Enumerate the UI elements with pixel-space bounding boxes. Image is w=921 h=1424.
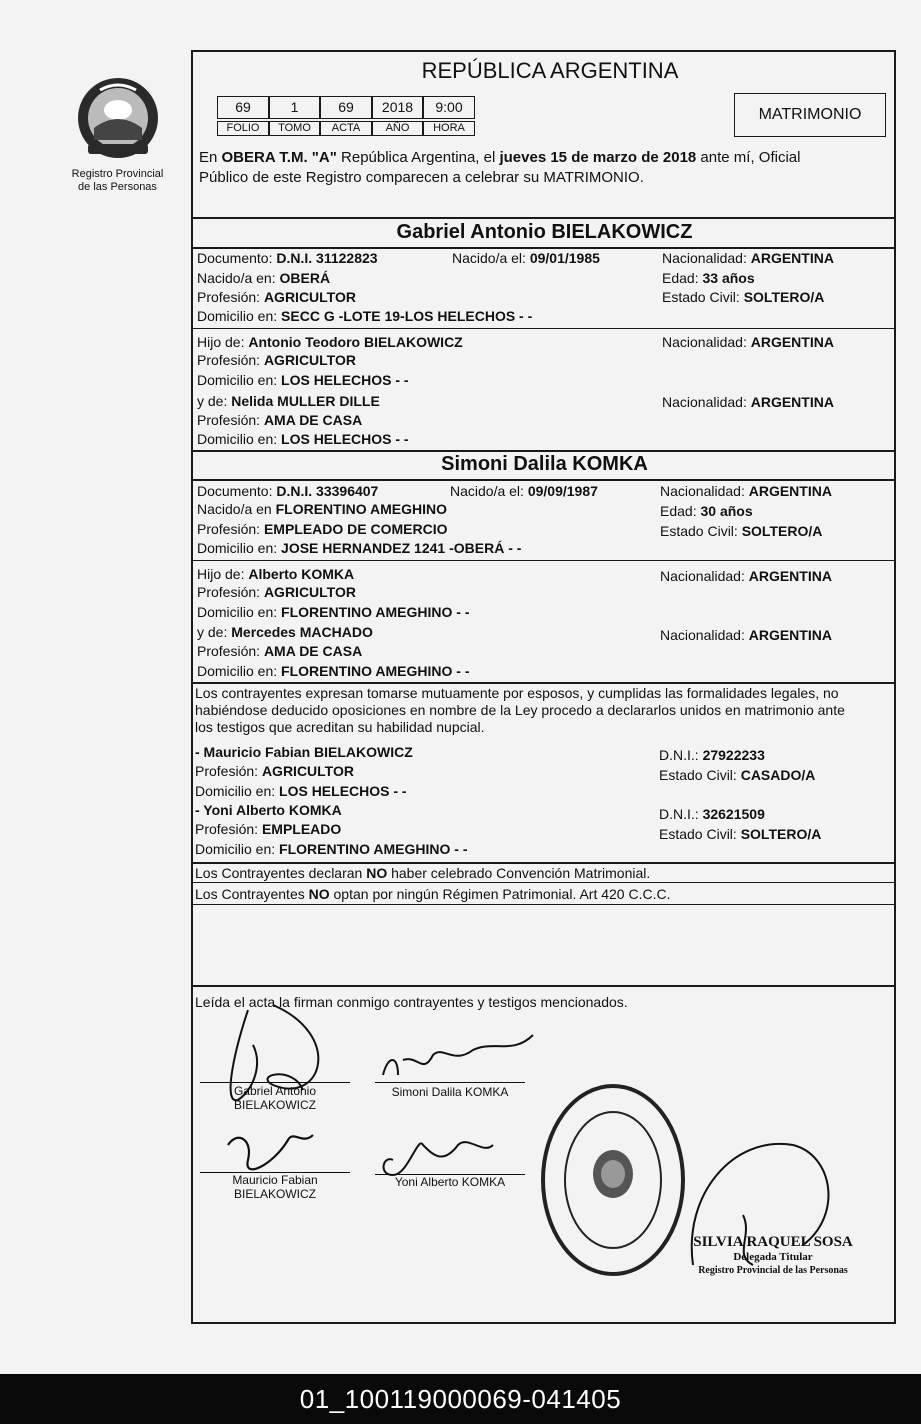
groom-father-profession: [197, 351, 356, 369]
label: Domicilio en:: [197, 431, 282, 447]
value: SOLTERO/A: [741, 523, 823, 539]
value: SOLTERO/A: [740, 826, 822, 842]
groom-nationality: [662, 249, 834, 267]
label: Domicilio en:: [195, 783, 280, 799]
divider: [193, 904, 896, 905]
label: Edad:: [662, 270, 703, 286]
label: Profesión:: [195, 821, 262, 837]
tomo-value: 1: [269, 96, 320, 119]
value: 30 años: [700, 503, 753, 519]
value: FLORENTINO AMEGHINO - -: [281, 663, 470, 679]
bride-document: [197, 482, 378, 500]
caption-line: Mauricio Fabian: [232, 1173, 318, 1187]
label: Nacionalidad:: [662, 334, 751, 350]
value: Nelida MULLER DILLE: [231, 393, 380, 409]
groom-mother-nationality: [662, 393, 834, 411]
caption-line: Gabriel Antonio: [233, 1084, 317, 1098]
bride-mother-nationality: [660, 626, 832, 644]
declaration-line2: habiéndose deducido oposiciones en nombre de la Ley procedo a declararlos unidos en matrimonio ante: [195, 702, 845, 718]
witness2-civil-status: [659, 825, 821, 843]
label: Profesión:: [197, 352, 264, 368]
label: Domicilio en:: [197, 604, 282, 620]
label: Nacionalidad:: [660, 483, 749, 499]
province-seal-icon: [70, 70, 166, 170]
convention-line1: [195, 864, 650, 882]
divider: [193, 560, 896, 561]
intro-text: ante mí, Oficial: [696, 149, 801, 166]
divider: [193, 882, 896, 883]
value: ARGENTINA: [750, 250, 834, 266]
value: 33 años: [702, 270, 755, 286]
header-fields: [217, 96, 479, 140]
caption-line: BIELAKOWICZ: [233, 1098, 316, 1112]
bride-father: [197, 565, 354, 583]
groom-birthplace: [197, 269, 330, 287]
registry-caption-line2: de las Personas: [78, 181, 157, 193]
groom-name-heading: Gabriel Antonio BIELAKOWICZ: [396, 221, 693, 243]
value: ARGENTINA: [748, 568, 832, 584]
value: ARGENTINA: [748, 483, 832, 499]
official-name: SILVIA RAQUEL SOSA: [693, 1234, 853, 1250]
value: JOSE HERNANDEZ 1241 -OBERÁ - -: [281, 540, 522, 556]
intro-place: OBERA T.M. "A": [221, 149, 337, 166]
value: AGRICULTOR: [263, 352, 356, 368]
label: Estado Civil:: [659, 826, 741, 842]
label: Nacido/a en:: [197, 270, 280, 286]
intro-line2: Público de este Registro comparecen a celebrar su MATRIMONIO.: [199, 169, 644, 186]
bride-father-address: [197, 603, 470, 621]
label: Nacionalidad:: [660, 568, 749, 584]
bride-father-nationality: [660, 567, 832, 585]
witness1-signature-caption: [200, 1173, 350, 1201]
witness1-address: [195, 782, 407, 800]
act-type-box: [734, 93, 886, 137]
value: Antonio Teodoro BIELAKOWICZ: [248, 334, 463, 350]
label: D.N.I.:: [659, 806, 703, 822]
value: SECC G -LOTE 19-LOS HELECHOS - -: [281, 308, 533, 324]
bride-mother: [197, 623, 373, 641]
value: EMPLEADO DE COMERCIO: [263, 521, 448, 537]
label: Estado Civil:: [660, 523, 742, 539]
bride-age: [660, 502, 753, 520]
declaration-line3: los testigos que acreditan su habilidad nupcial.: [195, 719, 485, 735]
groom-father-address: [197, 371, 409, 389]
text: haber celebrado Convención Matrimonial.: [387, 865, 651, 881]
official-org: Registro Provincial de las Personas: [698, 1265, 848, 1276]
groom-signature-line: [200, 1082, 350, 1083]
value: 09/01/1985: [529, 250, 600, 266]
value: FLORENTINO AMEGHINO - -: [279, 841, 468, 857]
text: optan por ningún Régimen Patrimonial. Art 420 C.C.C.: [329, 886, 671, 902]
label: Profesión:: [197, 521, 264, 537]
divider: [193, 479, 896, 481]
emphasis: NO: [308, 886, 330, 902]
groom-document: [197, 249, 378, 267]
bride-birthplace: [197, 500, 447, 518]
label: Nacido/a el:: [452, 250, 530, 266]
value: EMPLEADO: [261, 821, 342, 837]
province-logo: [70, 70, 166, 170]
bride-name-heading: Simoni Dalila KOMKA: [441, 453, 648, 475]
country-title: REPÚBLICA ARGENTINA: [421, 58, 679, 83]
value: Alberto KOMKA: [248, 566, 355, 582]
groom-signature-caption: [200, 1084, 350, 1112]
label: Profesión:: [197, 643, 264, 659]
divider: [193, 985, 896, 987]
document-id-bar: [0, 1374, 921, 1424]
bride-signature-line: [375, 1082, 525, 1083]
label: Edad:: [660, 503, 701, 519]
label: Domicilio en:: [197, 540, 282, 556]
folio-caption: FOLIO: [217, 121, 269, 136]
label: Documento:: [197, 250, 277, 266]
groom-mother-profession: [197, 411, 362, 429]
value: Mercedes MACHADO: [231, 624, 373, 640]
anio-value: 2018: [372, 96, 423, 119]
value: AMA DE CASA: [263, 643, 363, 659]
value: CASADO/A: [740, 767, 816, 783]
value: 27922233: [702, 747, 765, 763]
anio-caption: AÑO: [372, 121, 423, 136]
label: Profesión:: [197, 289, 264, 305]
bride-address: [197, 539, 521, 557]
witness2-name: - Yoni Alberto KOMKA: [195, 802, 342, 818]
label: Domicilio en:: [195, 841, 280, 857]
label: Nacido/a el:: [450, 483, 528, 499]
acta-value: 69: [320, 96, 372, 119]
text: Los Contrayentes declaran: [195, 865, 367, 881]
value: D.N.I. 33396407: [276, 483, 379, 499]
groom-age: [662, 269, 755, 287]
groom-father-nationality: [662, 333, 834, 351]
closing-statement: Leída el acta la firman conmigo contrayentes y testigos mencionados.: [195, 994, 628, 1010]
registry-caption-line1: Registro Provincial: [71, 168, 164, 180]
witness1-dni: [659, 746, 765, 764]
bride-profession: [197, 520, 448, 538]
value: AMA DE CASA: [263, 412, 363, 428]
registry-caption: [60, 168, 175, 194]
label: Profesión:: [197, 412, 264, 428]
tomo-caption: TOMO: [269, 121, 320, 136]
bride-father-profession: [197, 583, 356, 601]
label: Domicilio en:: [197, 308, 282, 324]
witness1-name: - Mauricio Fabian BIELAKOWICZ: [195, 744, 413, 760]
intro-text: República Argentina, el: [336, 149, 500, 166]
value: 09/09/1987: [527, 483, 598, 499]
label: y de:: [197, 624, 232, 640]
bride-mother-address: [197, 662, 470, 680]
value: FLORENTINO AMEGHINO - -: [281, 604, 470, 620]
witness2-signature-caption: Yoni Alberto KOMKA: [394, 1175, 506, 1189]
label: Profesión:: [197, 584, 264, 600]
label: Domicilio en:: [197, 663, 282, 679]
groom-address: [197, 307, 532, 325]
value: OBERÁ: [279, 270, 331, 286]
emphasis: NO: [366, 865, 388, 881]
value: AGRICULTOR: [263, 289, 356, 305]
declaration-line1: Los contrayentes expresan tomarse mutuamente por esposos, y cumplidas las formalidades legales, no: [195, 685, 839, 701]
value: FLORENTINO AMEGHINO: [275, 501, 447, 517]
bride-civil-status: [660, 522, 822, 540]
bride-birthdate: [450, 482, 598, 500]
intro-line1: [199, 148, 800, 168]
bride-signature-caption: Simoni Dalila KOMKA: [391, 1085, 509, 1099]
label: Hijo de:: [197, 334, 249, 350]
folio-value: 69: [217, 96, 269, 119]
divider: [193, 217, 896, 219]
label: Nacionalidad:: [660, 627, 749, 643]
groom-mother: [197, 392, 380, 410]
witness1-profession: [195, 762, 354, 780]
bride-nationality: [660, 482, 832, 500]
document-id: 01_100119000069-041405: [299, 1384, 622, 1414]
divider: [193, 450, 896, 452]
value: SOLTERO/A: [743, 289, 825, 305]
label: Profesión:: [195, 763, 262, 779]
groom-father: [197, 333, 463, 351]
label: Documento:: [197, 483, 277, 499]
value: LOS HELECHOS - -: [281, 372, 409, 388]
witness2-address: [195, 840, 468, 858]
value: AGRICULTOR: [261, 763, 354, 779]
label: Estado Civil:: [662, 289, 744, 305]
groom-mother-address: [197, 430, 409, 448]
intro-date: jueves 15 de marzo de 2018: [499, 149, 697, 166]
label: y de:: [197, 393, 232, 409]
convention-line2: [195, 885, 670, 903]
value: AGRICULTOR: [263, 584, 356, 600]
value: LOS HELECHOS - -: [281, 431, 409, 447]
hora-value: 9:00: [423, 96, 475, 119]
act-type: MATRIMONIO: [758, 106, 862, 123]
label: D.N.I.:: [659, 747, 703, 763]
label: Estado Civil:: [659, 767, 741, 783]
value: ARGENTINA: [750, 394, 834, 410]
label: Nacido/a en: [197, 501, 276, 517]
value: LOS HELECHOS - -: [279, 783, 407, 799]
divider: [193, 328, 896, 329]
label: Domicilio en:: [197, 372, 282, 388]
official-signature-block: [688, 1233, 858, 1277]
witness2-profession: [195, 820, 341, 838]
witness2-dni: [659, 805, 765, 823]
registry-stamp: [538, 1082, 688, 1278]
value: ARGENTINA: [748, 627, 832, 643]
hora-caption: HORA: [423, 121, 475, 136]
caption-line: BIELAKOWICZ: [233, 1187, 316, 1201]
groom-birthdate: [452, 249, 600, 267]
text: Los Contrayentes: [195, 886, 309, 902]
stamp-seal-icon: [538, 1082, 688, 1278]
groom-profession: [197, 288, 356, 306]
label: Nacionalidad:: [662, 250, 751, 266]
acta-caption: ACTA: [320, 121, 372, 136]
label: Nacionalidad:: [662, 394, 751, 410]
label: Hijo de:: [197, 566, 249, 582]
value: ARGENTINA: [750, 334, 834, 350]
witness1-civil-status: [659, 766, 815, 784]
bride-mother-profession: [197, 642, 362, 660]
official-title: Delegada Titular: [733, 1251, 813, 1263]
value: D.N.I. 31122823: [276, 250, 378, 266]
groom-civil-status: [662, 288, 824, 306]
value: 32621509: [702, 806, 765, 822]
intro-text: En: [199, 149, 222, 166]
